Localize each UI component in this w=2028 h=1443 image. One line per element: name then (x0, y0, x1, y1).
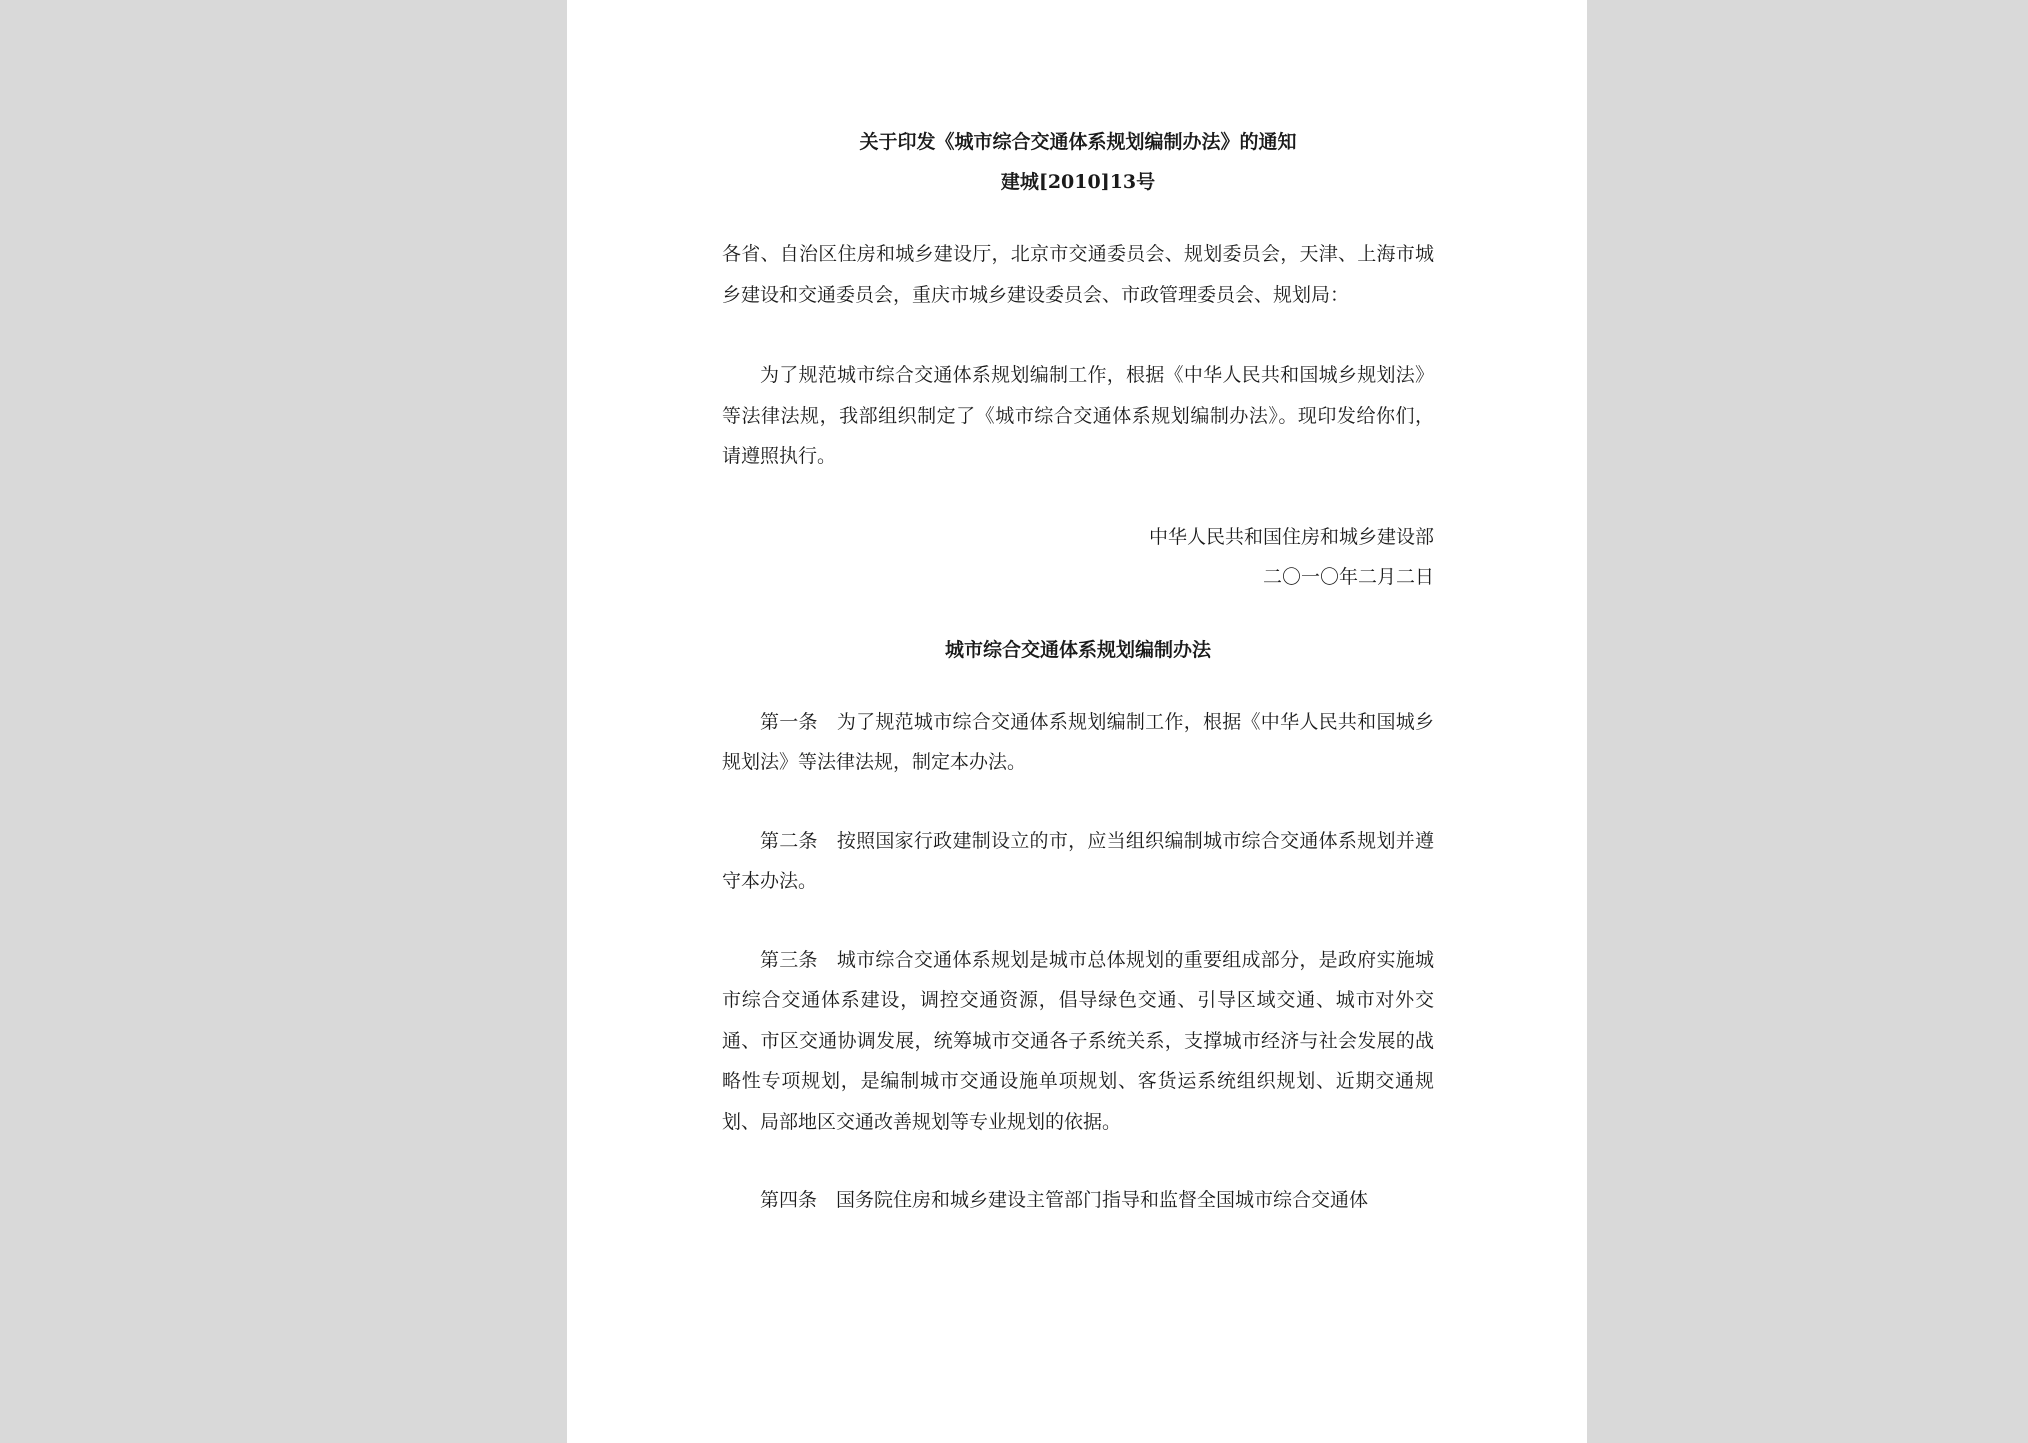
page-content (722, 128, 1434, 1221)
document-number: 建城[2010]13号 (1000, 171, 1156, 193)
article-text: 按照国家行政建制设立的市，应当组织编制城市综合交通体系规划并遵守本办法。 (722, 829, 1434, 892)
signature-block (722, 517, 1434, 598)
article-label: 第四条 (760, 1189, 818, 1211)
regulation-title: 城市综合交通体系规划编制办法 (944, 638, 1211, 661)
article-text: 城市综合交通体系规划是城市总体规划的重要组成部分，是政府实施城市综合交通体系建设，调控交通资源，倡导绿色交通、引导区域交通、城市对外交通、市区交通协调发展，统筹城市交通各子系统关系，支撑城市经济与社会发展的战略性专项规划，是编制城市交通设施单项规划、客货运系统组织规划、近期交通规划、局部地区交通改善规划等专业规划的依据。 (722, 948, 1434, 1133)
document-page (567, 0, 1587, 1443)
article-label: 第一条 (760, 710, 818, 733)
issuer: 中华人民共和国住房和城乡建设部 (1148, 525, 1434, 548)
article-label: 第三条 (760, 948, 818, 971)
notice-title: 关于印发《城市综合交通体系规划编制办法》的通知 (859, 131, 1297, 153)
salutation: 各省、自治区住房和城乡建设厅，北京市交通委员会、规划委员会，天津、上海市城乡建设和交通委员会，重庆市城乡建设委员会、市政管理委员会、规划局： (722, 243, 1434, 306)
article-text: 为了规范城市综合交通体系规划编制工作，根据《中华人民共和国城乡规划法》等法律法规，制定本办法。 (722, 710, 1434, 773)
article-text: 国务院住房和城乡建设主管部门指导和监督全国城市综合交通体 (836, 1189, 1369, 1211)
article (722, 940, 1434, 1143)
issue-date: 二〇一〇年二月二日 (1262, 566, 1434, 588)
article (722, 1180, 1434, 1221)
article (722, 702, 1434, 783)
article-label: 第二条 (760, 829, 818, 852)
article (722, 821, 1434, 902)
notice-body: 为了规范城市综合交通体系规划编制工作，根据《中华人民共和国城乡规划法》等法律法规，我部组织制定了《城市综合交通体系规划编制办法》。现印发给你们，请遵照执行。 (722, 364, 1434, 467)
